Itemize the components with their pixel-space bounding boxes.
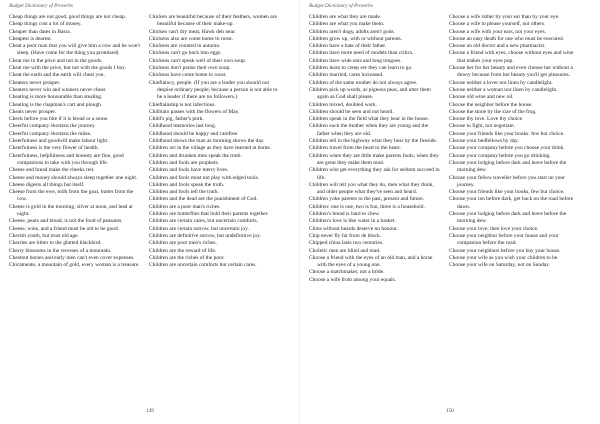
proverb-entry: Children are poor men's riches. <box>149 240 217 247</box>
proverb-entry: Choose neither a lover nor linen by candlelight. <box>449 79 553 86</box>
proverb-entry: Chickens can't go back into eggs. <box>149 50 222 57</box>
proverb-entry: Cheating is the chapman's cart and plough. <box>9 101 103 108</box>
proverb-entry: Cherry blossoms in the recesses of a mountain. <box>9 247 112 254</box>
proverb-entry: Children married, cares increased. <box>309 72 384 79</box>
proverb-entry: Children have wide ears and long tongues. <box>309 57 402 64</box>
proverb-entry: Cheat a poor man that you will give him a cow and he won't sleep. (Have come for the thing you promised) <box>9 43 140 57</box>
proverb-entry: Choose your inn before dark, get back on the road before dawn. <box>449 196 574 210</box>
proverb-entry: Chickens don't praise their own soup. <box>149 65 231 72</box>
proverb-entry: Children aren't dogs; adults aren't gods. <box>309 28 395 35</box>
proverb-entry: Children are the riches of the poor. <box>149 254 225 261</box>
proverb-entry: Choose your company before you choose your drink. <box>449 145 565 152</box>
proverb-entry: Children's love is like water in a basket. <box>309 218 396 225</box>
proverb-entry: Chicken can't dry meat, Hawk deh near. <box>149 28 236 35</box>
proverb-entry: Choose her for her beauty and even choose her without a dowry because from her beauty you'll get pleasures. <box>449 65 573 79</box>
proverb-entry: Childhood memories last long. <box>149 123 217 130</box>
proverb-entry: Children yoke parents to the past, present and future. <box>309 196 425 203</box>
proverb-entry: Choose your wife on Saturday, not on Sunday. <box>449 262 550 269</box>
proverb-entry: Children and fools have merry lives. <box>149 167 229 174</box>
proverb-entry: Choose a wife rather by your ear than by your eye. <box>449 14 560 20</box>
proverb-entry: Cheese, pears and bread, is not the food of peasants. <box>9 218 123 225</box>
proverb-entry: Children pick up words, as pigeons peas, and utter them again as God shall please. <box>309 86 431 101</box>
proverb-entry: Choose a friend with the eyes of an old man, and a horse with the eyes of a young one. <box>309 254 433 269</box>
entries-column <box>309 14 442 284</box>
proverb-entry: Cherish youth, but trust old age. <box>9 232 79 239</box>
proverb-entry: Chicken are beautiful because of their feathers, women are beautiful because of their make-up. <box>149 14 277 28</box>
proverb-entry: Chickens are counted in autumn. <box>149 43 221 50</box>
proverb-entry: Check before you bite if it is bread or a stone. <box>9 116 109 123</box>
proverb-entry: Cheerfulness is the very flower of health. <box>9 145 99 152</box>
proverb-entry: Cheat me in the price and not in the goods. <box>9 57 103 64</box>
proverb-entry: Choose a wife with your ears, not your eyes. <box>449 28 546 35</box>
proverb-entry: Cheaters never win and winners never cheat. <box>9 86 107 93</box>
running-head: Budget Dictionary of Proverbs <box>309 3 373 9</box>
proverb-entry: Choose old wine and new oil. <box>449 94 514 101</box>
running-head: Budget Dictionary of Proverbs <box>9 3 73 9</box>
proverb-entry: Choose your wife as you wish your children to be. <box>449 254 559 261</box>
proverb-entry: Choose your bedfellows by day. <box>449 138 519 145</box>
proverb-entry: Cheap things cost a lot of money. <box>9 21 82 28</box>
proverb-entry: Children are uncertain comforts but certain cares. <box>149 262 257 269</box>
proverb-entry: Children are what they are made. <box>309 14 382 20</box>
proverb-entry: Cheats never prosper. <box>9 108 56 115</box>
proverb-entry: Choleric men are blind and mad. <box>309 247 381 254</box>
proverb-entry: Choose your friends like your books: few but choice. <box>449 130 565 137</box>
proverb-entry: Children speak in the field what they hear in the house. <box>309 116 430 123</box>
proverb-entry: Children are definitive sorrow, but undefinitive joy. <box>149 232 261 239</box>
proverb-entry: Children of the same mother do not always agree. <box>309 79 418 86</box>
proverb-entry: Cheat the earth and the earth will cheat you. <box>9 72 105 79</box>
proverb-entry: Choose your lodging before dark and leave before the morning dew. <box>449 211 567 225</box>
proverb-entry: Chickens also are come home to roost. <box>149 35 234 42</box>
proverb-entry: Children and fools speak the truth. <box>149 181 225 188</box>
proverb-entry: Children mixed, doubled work. <box>309 101 378 108</box>
proverb-entry: Children are the reward of life. <box>149 247 217 254</box>
proverb-entry: Chicamente, a mountain of gold, every woman is a treasure. <box>9 262 140 269</box>
proverb-entry: Children: one is one, two is fun, three is a household. <box>309 203 425 210</box>
proverb-entry: Chilblain passes with the flowers of May. <box>149 108 240 115</box>
proverb-entry: Choose the neighbor before the house. <box>449 101 533 108</box>
proverb-entry: Children grow up, with or without parents. <box>309 35 403 42</box>
proverb-entry: Cheaper than dates in Basra. <box>9 28 72 35</box>
proverb-entry: Chickens can't speak well of their own soup. <box>149 57 247 64</box>
proverb-entry: Choose a matchmaker, not a bride. <box>309 269 385 276</box>
proverb-entry: Chickens have come home to roost. <box>149 72 227 79</box>
proverb-entry: Children when they are little make parents fools, when they are great they make them mad. <box>309 152 439 166</box>
proverb-entry: Cheese, wine, and a friend must be old to be good. <box>9 225 120 232</box>
proverb-entry: Chipped china lasts two centuries. <box>309 240 384 247</box>
proverb-entry: Choose an old doctor and a new pharmacist. <box>449 43 546 50</box>
proverb-entry: Cheating is more honourable than stealing. <box>9 94 103 101</box>
proverb-entry: Cherries are bitter to the glutted blackbird. <box>9 240 102 247</box>
proverb-entry: Children travel from the heart to the heart. <box>309 145 402 152</box>
proverb-entry: Cheerful company shortens the journey. <box>9 123 96 130</box>
proverb-entry: Children are what you make them. <box>309 21 385 28</box>
proverb-entry: Children and fools must not play with edged tools. <box>149 174 260 181</box>
proverb-entry: Cheapest is dearest. <box>9 35 53 42</box>
proverb-entry: Children who get everything they ask for seldom succeed in life. <box>309 167 440 181</box>
proverb-entry: Cheerfulness, helpfulness and honesty are fine, good companions to take with you through life. <box>9 152 124 166</box>
proverb-entry: Child's pig, father's pork. <box>149 116 204 123</box>
proverb-entry: Cheese digests all things but itself. <box>9 181 85 188</box>
proverb-entry: Children will tell you what they do, men what they think, and older people what they've seen and heard. <box>309 181 434 196</box>
proverb-entry: Choose your neighbor before your house and your companion before the road. <box>449 232 559 247</box>
proverb-entry: Children should be seen and not heard. <box>309 108 394 115</box>
entries-column <box>9 14 142 269</box>
proverb-entry: Choose a wife from among your equals. <box>309 276 397 283</box>
proverb-entry: Chins without beards deserve no honour. <box>309 225 398 232</box>
proverb-entry: Cheat me with the price, but not with the goods I buy. <box>9 65 126 72</box>
proverb-entry: Choose to fight, not negotiate. <box>449 123 515 130</box>
proverb-entry: Choose your lodging before dark and leave before the morning dew. <box>449 159 567 174</box>
proverb-entry: Choose your fellow traveller before you start on your journey. <box>449 174 565 188</box>
proverb-entry: Children and fools are prophets. <box>149 159 219 166</box>
proverb-entry: Children are a poor man's riches. <box>149 203 221 210</box>
proverb-entry: Children learn to creep ere they can learn to go. <box>309 65 413 72</box>
proverb-entry: Cheaters never prosper. <box>9 79 61 86</box>
proverb-entry: Children and fools tell the truth. <box>149 189 219 196</box>
right-page <box>300 0 600 424</box>
proverb-entry: Children tell in the highway what they hear by the fireside. <box>309 138 438 145</box>
proverb-entry: Children have more need of models than critics. <box>309 50 414 57</box>
proverb-entry: Children and drunken men speak the truth. <box>149 152 242 159</box>
proverb-entry: Choose an easy death for one who must be executed. <box>449 35 565 42</box>
proverb-entry: Choose your company before you go drinking. <box>449 152 551 159</box>
proverb-entry: Cheese is gold in the morning, silver at noon, and lead at night. <box>9 203 133 218</box>
entries-column <box>149 14 282 269</box>
proverb-entry: Choose your love, then love your choice. <box>449 225 539 232</box>
proverb-entry: Choose thy love. Love thy choice. <box>449 116 524 123</box>
proverb-entry: Children have a hate of their father. <box>309 43 387 50</box>
proverb-entry: Chip never fly far from de block. <box>309 232 382 239</box>
page-number: 149 <box>146 408 154 414</box>
proverb-entry: Chieftaincy, people. (If you are a leader you should not despise ordinary people, because a person is not able to be a leader if there are no followers.) <box>149 79 278 101</box>
proverb-entry: Choose the stone by the size of the frog. <box>449 108 537 115</box>
proverb-entry: Children are certain cares, but uncertain comforts. <box>149 218 259 225</box>
proverb-entry: Children suck the mother when they are young and the father when they are old. <box>309 123 429 137</box>
proverb-entry: Children and the dead are the punishment of God. <box>149 196 258 203</box>
proverb-entry: Cheese and money should always sleep together one night. <box>9 174 138 181</box>
proverb-entry: Choose a friend with eyes, choose without eyes and wine that makes your eyes pop. <box>449 50 574 64</box>
proverb-entry: Cheese and bread make the cheeks red. <box>9 167 95 174</box>
proverb-entry: Children's bread is hard to chew. <box>309 211 380 218</box>
proverb-entry: Choose a wife to please yourself, not others. <box>449 21 546 28</box>
proverb-entry: Chestnut horses and early men can't even cover expenses. <box>9 254 135 261</box>
proverb-entry: Cheerfulness and goodwill make labour light. <box>9 138 109 145</box>
proverb-entry: Choose your neighbors before you buy your house. <box>449 247 561 254</box>
proverb-entry: Childhood should be happy and carefree. <box>149 130 239 137</box>
proverb-entry: Chieftainship is not infectious. <box>149 101 216 108</box>
proverb-entry: Choose neither a woman nor linen by candlelight. <box>449 86 558 93</box>
proverb-entry: Children are butterflies that hold their parents together. <box>149 211 269 218</box>
proverb-entry: Cheap things are not good, good things are not cheap. <box>9 14 127 20</box>
proverb-entry: Children are certain sorrow, but uncertain joy. <box>149 225 249 232</box>
page-number: 150 <box>446 408 454 414</box>
proverb-entry: Choose your friends like your books, few but choice. <box>449 189 565 196</box>
proverb-entry: Cheese from the ewe, milk from the goat, butter from the cow. <box>9 189 134 203</box>
proverb-entry: Children act in the village as they have learned at home. <box>149 145 272 152</box>
proverb-entry: Cheerful company shortens the miles. <box>9 130 92 137</box>
entries-column <box>449 14 582 269</box>
proverb-entry: Childhood shows the man as morning shows the day. <box>149 138 265 145</box>
